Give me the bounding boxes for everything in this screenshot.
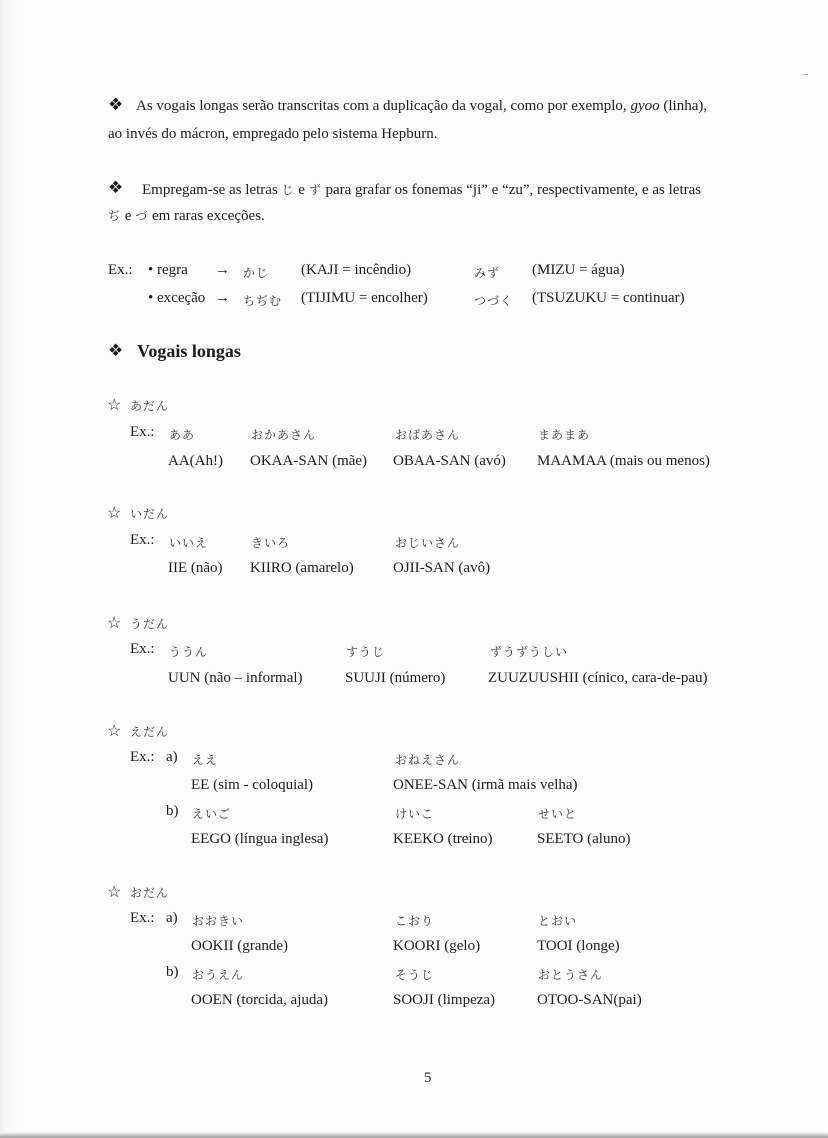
- kana-word: とおい: [538, 914, 578, 928]
- ex-kana: みず: [474, 266, 501, 280]
- star-icon: ☆: [107, 505, 122, 522]
- romaji-word: UUN (não – informal): [168, 670, 303, 686]
- romaji-word: KOORI (gelo): [393, 938, 481, 954]
- star-icon: ☆: [107, 615, 122, 632]
- kana-word: ずうずうしい: [490, 645, 569, 659]
- kana-word: ええ: [192, 753, 219, 767]
- p2-kana-di: ぢ: [108, 209, 122, 223]
- kana-word: ううん: [169, 645, 209, 659]
- kana-word: おうえん: [192, 968, 245, 982]
- item-label-a: a): [166, 910, 178, 926]
- romaji-word: KEEKO (treino): [393, 831, 493, 847]
- item-label-b: b): [166, 803, 179, 819]
- arrow-icon: →: [215, 290, 230, 306]
- p2-kana-zu: ず: [308, 183, 322, 197]
- diamond-bullet-icon: ❖: [108, 95, 124, 114]
- kana-word: こおり: [395, 914, 435, 928]
- romaji-word: OBAA-SAN (avó): [393, 453, 506, 469]
- group-title-e: えだん: [130, 725, 170, 739]
- paragraph-1-line-1: [136, 98, 707, 115]
- romaji-word: SEETO (aluno): [537, 831, 631, 847]
- ex-kana: つづく: [474, 294, 514, 308]
- diamond-bullet-icon: ❖: [108, 178, 124, 197]
- kana-word: おかあさん: [251, 428, 317, 442]
- kana-word: おじいさん: [395, 536, 461, 550]
- scan-mark: [803, 74, 808, 75]
- romaji-word: SUUJI (número): [345, 670, 446, 686]
- kana-word: おおきい: [192, 914, 245, 928]
- romaji-word: EE (sim - coloquial): [191, 777, 314, 793]
- p1-text: As vogais longas serão transcritas com a duplicação da vogal, como por exemplo,: [136, 98, 627, 114]
- romaji-word: OKAA-SAN (mãe): [250, 453, 368, 469]
- p2-text-c: em raras exceções.: [151, 208, 265, 224]
- kana-word: ああ: [169, 428, 196, 442]
- kana-word: きいろ: [251, 536, 291, 550]
- group-title-u: うだん: [130, 617, 170, 631]
- romaji-word: TOOI (longe): [537, 938, 620, 954]
- star-icon: ☆: [107, 884, 122, 901]
- kana-word: おばあさん: [395, 428, 461, 442]
- romaji-word: EEGO (língua inglesa): [191, 831, 329, 847]
- romaji-word: AA(Ah!): [168, 453, 223, 469]
- paragraph-1-line-2: ao invés do mácron, empregado pelo sistema Hepburn.: [108, 126, 438, 142]
- ex-label: Ex.:: [130, 424, 155, 440]
- page-number: 5: [424, 1070, 432, 1086]
- p2-conj: e: [298, 182, 305, 198]
- p2-text-b: para grafar os fonemas “ji” e “zu”, respectivamente, e as letras: [325, 182, 702, 198]
- romaji-word: KIIRO (amarelo): [250, 560, 354, 576]
- ex-label: Ex.:: [130, 749, 155, 765]
- kana-word: せいと: [538, 807, 578, 821]
- star-icon: ☆: [107, 397, 122, 414]
- kana-word: けいこ: [395, 807, 435, 821]
- kana-word: おとうさん: [538, 968, 604, 982]
- ex-label: Ex.:: [130, 910, 155, 926]
- romaji-word: MAAMAA (mais ou menos): [537, 453, 710, 469]
- page-edge-shadow: [0, 1132, 828, 1138]
- kana-word: すうじ: [346, 645, 386, 659]
- ex-kana: ちぢむ: [243, 294, 283, 308]
- p2-kana-ji: じ: [281, 183, 295, 197]
- ex-kana: かじ: [243, 266, 270, 280]
- kana-word: えいご: [192, 807, 232, 821]
- arrow-icon: →: [215, 262, 230, 278]
- kana-word: そうじ: [395, 968, 435, 982]
- item-label-a: a): [166, 749, 178, 765]
- ex-romaji: (TSUZUKU = continuar): [532, 290, 685, 306]
- romaji-word: OJII-SAN (avô): [393, 560, 491, 576]
- p1-example: gyoo: [630, 98, 660, 114]
- diamond-bullet-icon: ❖: [108, 341, 124, 360]
- romaji-word: SOOJI (limpeza): [393, 992, 496, 1008]
- p2-conj-2: e: [124, 208, 132, 224]
- item-label-b: b): [166, 964, 179, 980]
- paragraph-2-line-2: [108, 207, 265, 225]
- group-title-a: あだん: [130, 399, 170, 413]
- kana-word: おねえさん: [395, 753, 461, 767]
- romaji-word: OOKII (grande): [191, 938, 289, 954]
- group-title-i: いだん: [130, 507, 170, 521]
- ex-exception-marker: • exceção: [148, 290, 206, 306]
- kana-word: まあまあ: [538, 428, 591, 442]
- ex-romaji: (MIZU = água): [532, 262, 625, 278]
- romaji-word: ONEE-SAN (irmã mais velha): [393, 777, 578, 793]
- paragraph-2-line-1: [142, 181, 701, 199]
- ex-romaji: (TIJIMU = encolher): [301, 290, 428, 306]
- kana-word: いいえ: [169, 536, 209, 550]
- ex-label: Ex.:: [108, 262, 133, 278]
- p2-text-a: Empregam-se as letras: [142, 182, 278, 198]
- star-icon: ☆: [107, 723, 122, 740]
- ex-label: Ex.:: [130, 641, 155, 657]
- group-title-o: おだん: [130, 886, 170, 900]
- ex-rule-marker: • regra: [148, 262, 188, 278]
- ex-label: Ex.:: [130, 532, 155, 548]
- p2-kana-du: づ: [135, 209, 149, 223]
- romaji-word: OTOO-SAN(pai): [537, 992, 642, 1008]
- romaji-word: ZUUZUUSHII (cínico, cara-de-pau): [488, 670, 708, 686]
- romaji-word: IIE (não): [168, 560, 223, 576]
- p1-text-end: (linha),: [663, 98, 708, 114]
- romaji-word: OOEN (torcida, ajuda): [191, 992, 329, 1008]
- section-title: Vogais longas: [137, 341, 241, 361]
- ex-romaji: (KAJI = incêndio): [301, 262, 412, 278]
